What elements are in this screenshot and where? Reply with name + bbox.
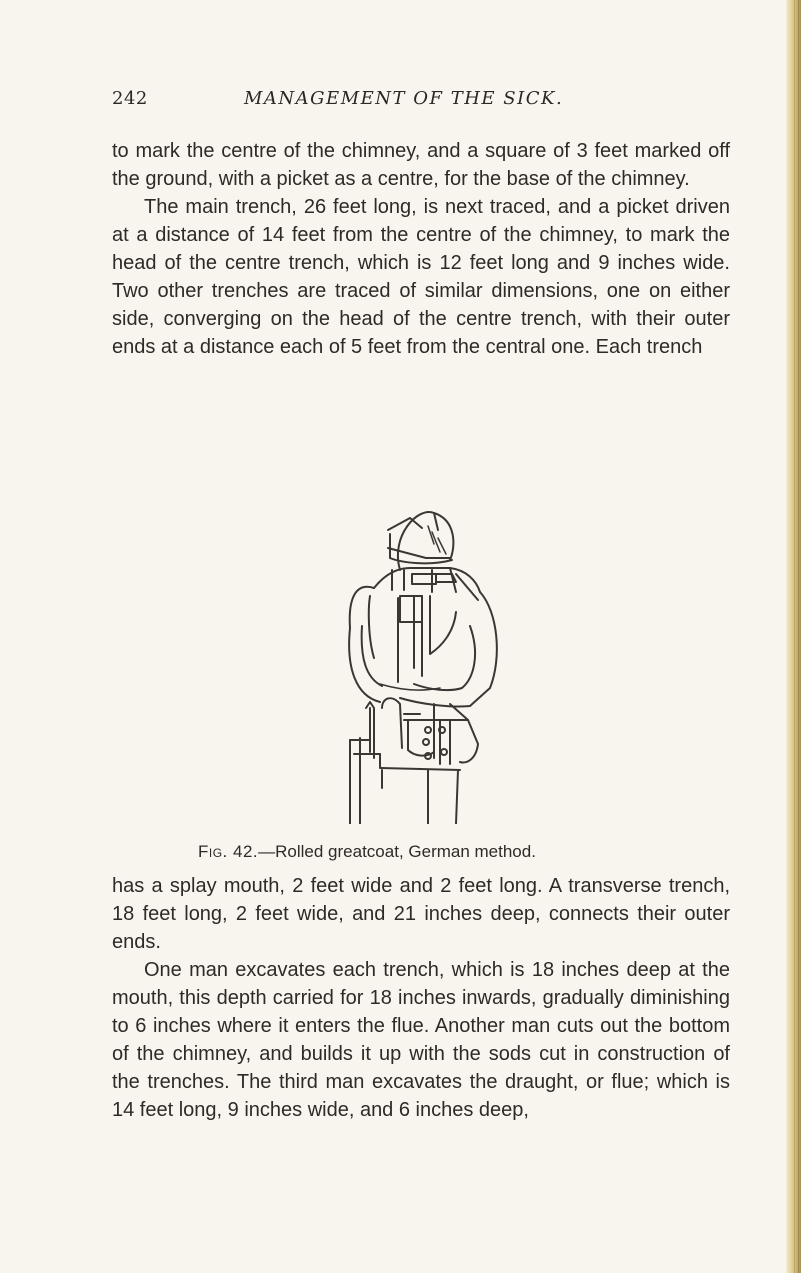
- paragraph: has a splay mouth, 2 feet wide and 2 feet long. A transverse trench, 18 feet long, 2 feet wide, and 21 inches deep, connects their outer ends.: [112, 875, 730, 953]
- text-block-bottom: [112, 872, 730, 1124]
- page-number: 242: [112, 88, 148, 109]
- edge-line: [789, 0, 790, 1273]
- book-edge: [786, 0, 801, 1273]
- running-title: MANAGEMENT OF THE SICK.: [244, 88, 564, 109]
- figure-label: Fig. 42.: [198, 842, 259, 861]
- figure-caption: [198, 842, 618, 862]
- paragraph: One man excavates each trench, which is 18 inches deep at the mouth, this depth carried for 18 inches inwards, gradually diminishing to 6 inches where it enters the flue. Another man cuts out the bottom of the chimney, and builds it up with the sods cut in construction of the trenches. The third man excavates the draught, or flue; which is 14 feet long, 9 inches wide, and 6 inches deep,: [112, 959, 730, 1121]
- paragraph: to mark the centre of the chimney, and a square of 3 feet marked off the ground, with a picket as a centre, for the base of the chimney.: [112, 140, 730, 190]
- figure-caption-text: —Rolled greatcoat, German method.: [258, 842, 536, 861]
- text-block-top: [112, 137, 730, 361]
- paragraph: The main trench, 26 feet long, is next traced, and a picket driven at a distance of 14 feet from the centre of the chimney, to mark the head of the centre trench, which is 12 feet long and 9 inches wide. Two other trenches are traced of similar dimensions, one on either side, converging on the head of the centre trench, with their outer ends at a distance each of 5 feet from the central one. Each trench: [112, 196, 730, 358]
- rolled-greatcoat-illustration: [330, 508, 510, 824]
- edge-line: [794, 0, 795, 1273]
- edge-line: [798, 0, 799, 1273]
- page-header: [112, 88, 732, 112]
